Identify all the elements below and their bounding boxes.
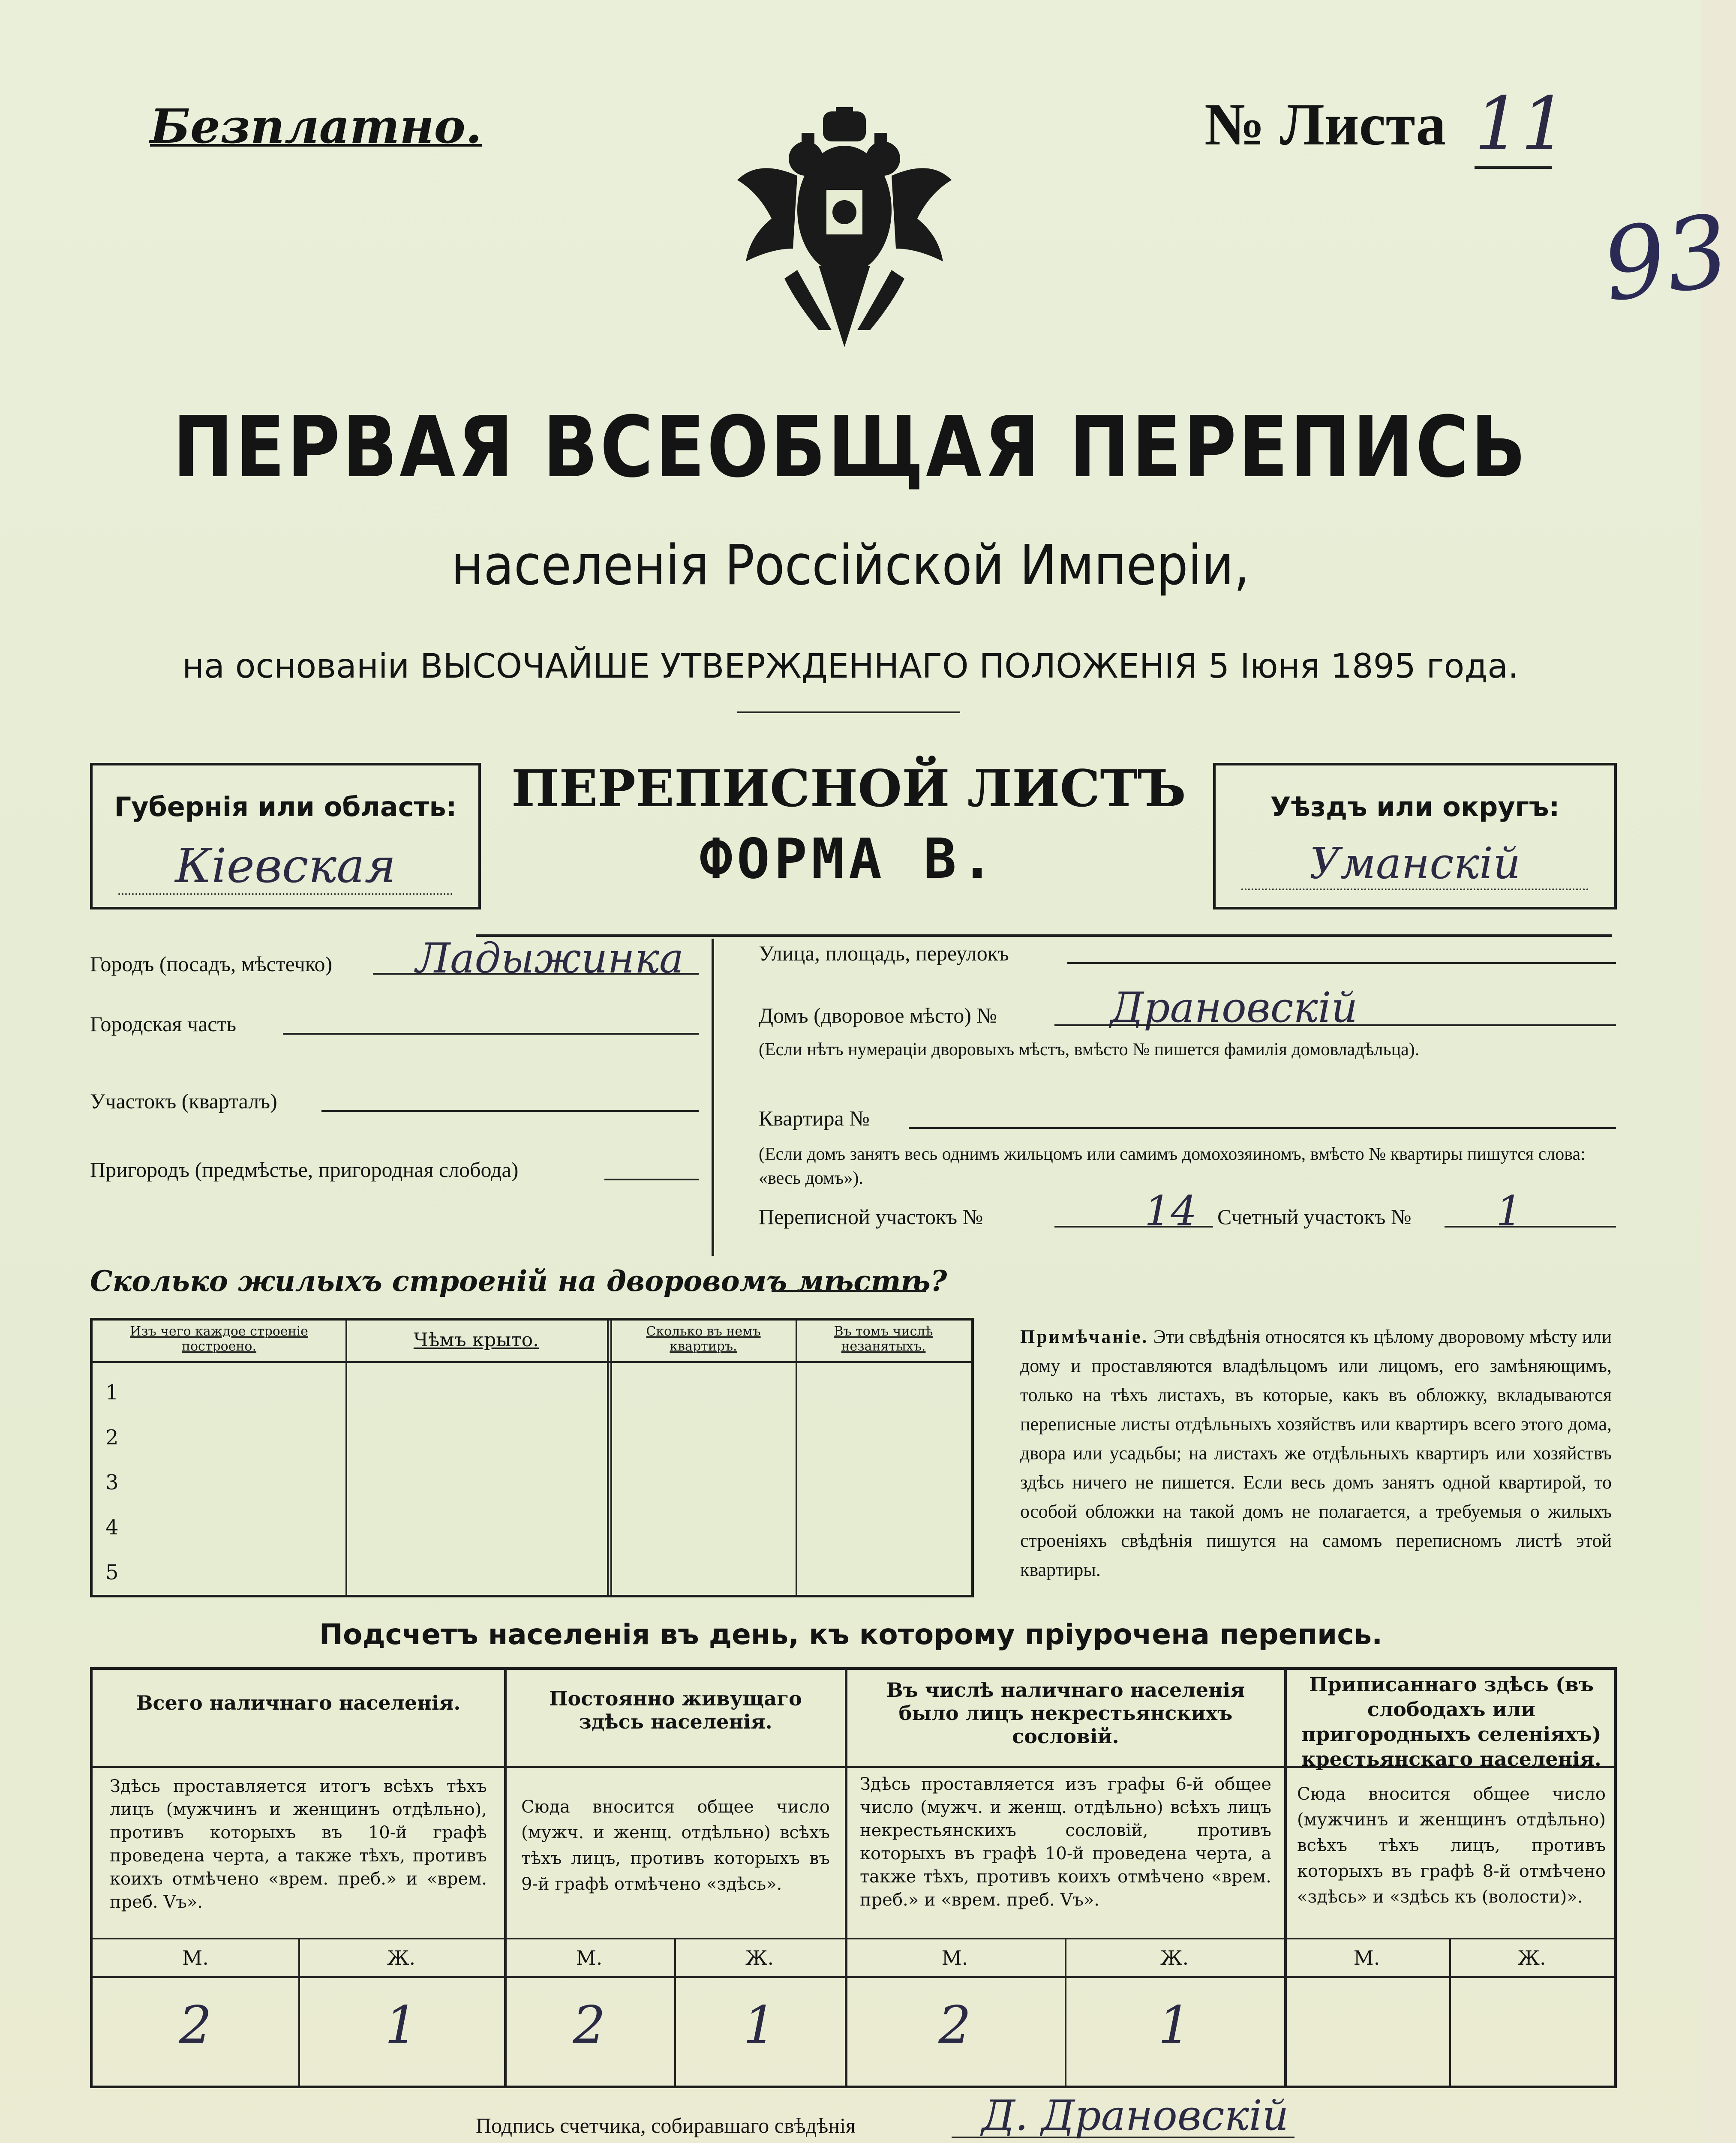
title-divider — [737, 711, 960, 713]
house-note: (Если нѣтъ нумераціи дворовыхъ мѣстъ, вмѣсто № пишется фамилія домовладѣльца). — [759, 1040, 1420, 1059]
pc-f-label-2: Ж. — [745, 1946, 774, 1969]
bt-row-2: 2 — [105, 1426, 119, 1450]
enumerator-signature-label: Подпись счетчика, собиравшаго свѣдѣнія — [476, 2113, 856, 2137]
pc-f-label-3: Ж. — [1160, 1946, 1189, 1969]
pc-head-non-peasant: Въ числѣ наличнаго населенія было лицъ некрестьянскихъ сословій. — [886, 1678, 1245, 1748]
buildings-question: Сколько жилыхъ строеній на дворовомъ мѣстѣ? — [90, 1264, 947, 1298]
buildings-question-underline — [772, 1290, 926, 1292]
uezd-label: Уѣздъ или округъ: — [1270, 791, 1560, 822]
pc-head-total: Всего наличнаго населенія. — [136, 1691, 461, 1714]
free-label: Безплатно. — [150, 99, 482, 154]
bt-row-1: 1 — [105, 1381, 119, 1405]
subtitle: населенія Россійской Имперіи, — [451, 534, 1250, 597]
uezd-box — [1213, 763, 1617, 909]
legal-basis-line: на основаніи ВЫСОЧАЙШЕ УТВЕРЖДЕННАГО ПОЛОЖЕНІЯ 5 Іюня 1895 года. — [182, 647, 1519, 686]
house-label: Домъ (дворовое мѣсто) № — [759, 1003, 997, 1027]
sheet-number-label: № Листа — [1204, 91, 1446, 158]
counting-district-label: Счетный участокъ № — [1217, 1205, 1412, 1229]
bt-row-3: 3 — [105, 1471, 119, 1495]
pc-f-label-4: Ж. — [1517, 1946, 1546, 1969]
pc-m-label-4: М. — [1353, 1946, 1380, 1969]
city-district-field — [90, 1003, 699, 1046]
gubernia-value[interactable]: Кіевская — [118, 838, 453, 895]
apartment-underline — [909, 1127, 1616, 1129]
pc-desc-permanent: Сюда вносится общее число (мужч. и женщ. отдѣльно) всѣхъ тѣхъ лицъ, противъ которыхъ въ 9-й графѣ отмѣчено «здѣсь». — [521, 1797, 830, 1894]
street-underline — [1067, 962, 1616, 964]
bt-header-vacant: Въ томъ числѣ незанятыхъ. — [834, 1324, 933, 1354]
city-district-underline — [283, 1033, 699, 1035]
quarter-field — [90, 1080, 699, 1123]
pc-m-label-2: М. — [576, 1946, 603, 1969]
note-text: Эти свѣдѣнія относятся къ цѣлому дворовому мѣсту или дому и проставляются владѣльцомъ или лицомъ, его замѣняющимъ, только на тѣхъ листахъ, въ которые, какъ въ обложку, вкладываются переписные листы отдѣльныхъ хозяйствъ или квартиръ всего этого дома, двора или усадьбы; на листахъ же отдѣльныхъ квартиръ или хозяйствъ здѣсь ничего не пишется. Если весь домъ занятъ одной квартирой, то особой обложки на такой домъ не полагается, а требуемыя о жилыхъ строеніяхъ свѣдѣнія пишутся на самомъ переписномъ листѣ этой квартиры. — [1020, 1326, 1612, 1580]
double-headed-eagle-emblem — [733, 107, 956, 364]
pc-permanent-m[interactable]: 2 — [573, 1996, 606, 2055]
city-district-label: Городская часть — [90, 1012, 237, 1036]
street-label: Улица, площадь, переулокъ — [759, 941, 1009, 965]
pc-total-f[interactable]: 1 — [384, 1996, 418, 2055]
pc-desc-rule — [93, 1938, 1614, 1939]
form-name: ПЕРЕПИСНОЙ ЛИСТЪ — [511, 759, 1186, 818]
pc-permanent-f[interactable]: 1 — [743, 1996, 776, 2055]
pc-non-peasant-f[interactable]: 1 — [1158, 1996, 1191, 2055]
main-title: ПЕРВАЯ ВСЕОБЩАЯ ПЕРЕПИСЬ — [173, 399, 1528, 496]
pc-head-peasant: Приписаннаго здѣсь (въ слободахъ или пригородныхъ селеніяхъ) крестьянскаго населенія. — [1301, 1673, 1601, 1771]
pc-m-label-1: М. — [182, 1946, 209, 1969]
bt-header-apartments: Сколько въ немъ квартиръ. — [646, 1324, 761, 1354]
suburb-underline — [604, 1179, 699, 1180]
apartment-label: Квартира № — [759, 1106, 870, 1130]
address-divider — [712, 939, 714, 1256]
town-underline — [373, 973, 699, 975]
pc-desc-peasant: Сюда вносится общее число (мужчинъ и женщинъ отдѣльно) всѣхъ тѣхъ лицъ, противъ которыхъ въ графѣ 8-й отмѣчено «здѣсь» и «здѣсь къ (волости)». — [1297, 1784, 1606, 1907]
bt-header-rule — [93, 1361, 971, 1363]
quarter-underline — [321, 1110, 699, 1112]
town-field — [90, 934, 699, 990]
quarter-label: Участокъ (кварталъ) — [90, 1089, 277, 1113]
town-value[interactable]: Ладыжинка — [416, 934, 684, 982]
census-district-underline — [1054, 1226, 1213, 1228]
census-district-label: Переписной участокъ № — [759, 1205, 983, 1229]
apartment-note: (Если домъ занятъ весь однимъ жильцомъ или самимъ домохозяиномъ, вмѣсто № квартиры пишутся слова: «весь домъ»). — [759, 1144, 1586, 1188]
bt-header-roof: Чѣмъ крыто. — [413, 1329, 539, 1351]
house-underline — [1054, 1024, 1616, 1026]
sheet-number-value: 11 — [1475, 81, 1552, 169]
suburb-field — [90, 1149, 699, 1192]
bt-header-material: Изъ чего каждое строеніе построено. — [130, 1324, 308, 1354]
counting-district-underline — [1445, 1226, 1616, 1228]
population-count-table — [90, 1667, 1617, 2088]
suburb-label: Пригородъ (предмѣстье, пригородная слобода) — [90, 1158, 519, 1182]
corner-handwritten-number: 93 — [1595, 193, 1736, 324]
pc-desc-total: Здѣсь проставляется итогъ всѣхъ тѣхъ лицъ (мужчинъ и женщинъ отдѣльно), противъ которыхъ въ 10-й графѣ проведена черта, а также тѣхъ, противъ коихъ отмѣчено «врем. преб.» и «врем. преб. Vъ». — [110, 1777, 487, 1912]
uezd-value[interactable]: Уманскій — [1241, 838, 1589, 890]
pc-f-label-1: Ж. — [387, 1946, 416, 1969]
note-title: Примѣчаніе. — [1020, 1326, 1149, 1347]
signature-underline — [952, 2137, 1294, 2138]
pc-m-label-3: М. — [941, 1946, 968, 1969]
pc-mf-rule — [93, 1976, 1614, 1978]
pc-desc-non-peasant: Здѣсь проставляется изъ графы 6-й общее число (мужч. и женщ. отдѣльно) всѣхъ лицъ некрестьянскихъ сословій, противъ которыхъ въ графѣ 10-й проведена черта, а также тѣхъ, противъ коихъ отмѣчено «врем. преб.» и «врем. преб. Vъ». — [860, 1774, 1271, 1910]
population-count-title: Подсчетъ населенія въ день, къ которому пріурочена перепись. — [319, 1618, 1383, 1651]
bt-row-5: 5 — [105, 1561, 119, 1585]
buildings-table — [90, 1318, 974, 1597]
pc-total-m[interactable]: 2 — [179, 1996, 212, 2055]
town-label: Городъ (посадъ, мѣстечко) — [90, 952, 333, 976]
pc-divider-3 — [1284, 1670, 1287, 2086]
bt-row-4: 4 — [105, 1516, 119, 1540]
pc-non-peasant-m[interactable]: 2 — [938, 1996, 971, 2055]
buildings-note — [1020, 1322, 1612, 1585]
enumerator-signature-value[interactable]: Д. Драновскій — [982, 2092, 1289, 2140]
census-district-value[interactable]: 14 — [1144, 1187, 1197, 1235]
gubernia-label: Губернія или область: — [114, 791, 457, 822]
form-type: ФОРМА В. — [699, 827, 998, 891]
counting-district-value[interactable]: 1 — [1496, 1187, 1523, 1235]
pc-head-permanent: Постоянно живущаго здѣсь населенія. — [549, 1687, 802, 1733]
gubernia-box — [90, 763, 481, 909]
house-value[interactable]: Драновскій — [1110, 984, 1358, 1032]
